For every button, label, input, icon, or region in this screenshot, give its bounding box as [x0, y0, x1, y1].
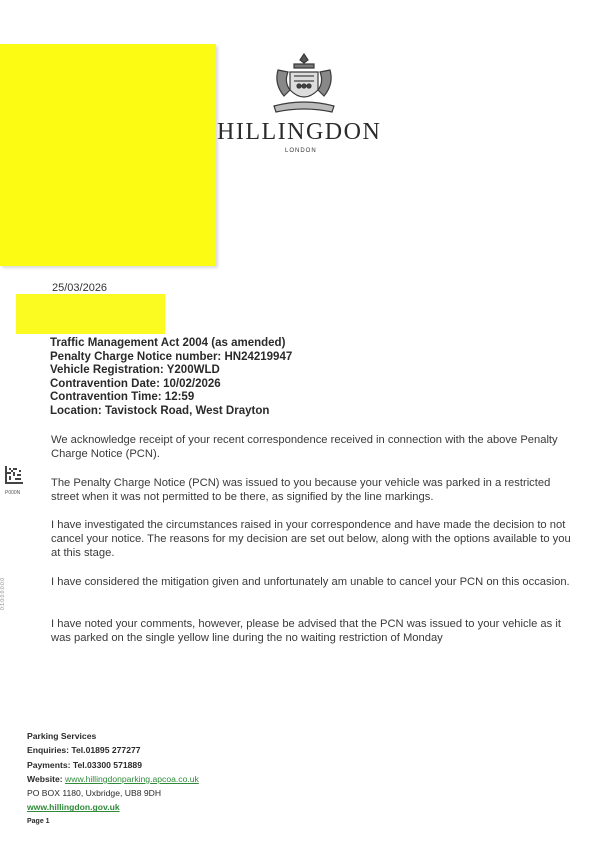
paragraph-reason: The Penalty Charge Notice (PCN) was issued to you because your vehicle was parked in a restricted street when it was not permitted to be there, as signified by the line markings.: [51, 477, 551, 503]
council-website-link[interactable]: www.hillingdon.gov.uk: [27, 802, 120, 813]
redaction-sticky-strip: [16, 294, 165, 334]
pcn-number-line: Penalty Charge Notice number: HN24219947: [50, 350, 293, 363]
redaction-sticky-note: [0, 44, 216, 266]
pcn-reference-block: [50, 337, 292, 419]
page-number: Page 1: [27, 817, 50, 825]
margin-code: P000N: [5, 490, 21, 496]
paragraph-decision: I have investigated the circumstances raised in your correspondence and have made the decision to not cancel your notice. The reasons for my decision are set out below, along with the options available to you at this stage.: [51, 519, 571, 559]
letter-date: 25/03/2026: [52, 282, 108, 294]
paragraph-mitigation: I have considered the mitigation given and unfortunately am unable to cancel your PCN on this occasion.: [51, 576, 570, 588]
vehicle-registration-line: Vehicle Registration: Y200WLD: [50, 364, 220, 377]
payments-line: Payments: Tel.03300 571889: [27, 759, 142, 770]
website-line: [27, 772, 199, 786]
contravention-time-line: Contravention Time: 12:59: [50, 391, 195, 404]
postal-address: PO BOX 1180, Uxbridge, UB8 9DH: [27, 788, 162, 799]
department-name: Parking Services: [27, 731, 97, 741]
paragraph-acknowledgement: We acknowledge receipt of your recent correspondence received in connection with the above Penalty Charge Notice (PCN).: [51, 434, 558, 460]
paragraph-comments: I have noted your comments, however, please be advised that the PCN was issued to your vehicle as it was parked on the single yellow line during the no waiting restriction of Monday: [51, 618, 561, 644]
website-label: Website:: [27, 773, 63, 784]
contravention-date-line: Contravention Date: 10/02/2026: [50, 377, 221, 390]
location-line: Location: Tavistock Road, West Drayton: [50, 404, 270, 417]
council-brand-name: HILLINGDON: [217, 119, 382, 145]
act-line: Traffic Management Act 2004 (as amended): [50, 337, 286, 349]
enquiries-line: Enquiries: Tel.01895 277277: [27, 745, 141, 756]
letter-footer: [27, 729, 199, 829]
vertical-margin-code: 0:1:0:0:0:0:0:0: [0, 578, 6, 610]
council-brand-subtitle: LONDON: [285, 148, 317, 154]
datamatrix-code-icon: [5, 466, 23, 484]
parking-website-link[interactable]: www.hillingdonparking.apcoa.co.uk: [65, 773, 199, 784]
council-crest-icon: [268, 50, 340, 116]
